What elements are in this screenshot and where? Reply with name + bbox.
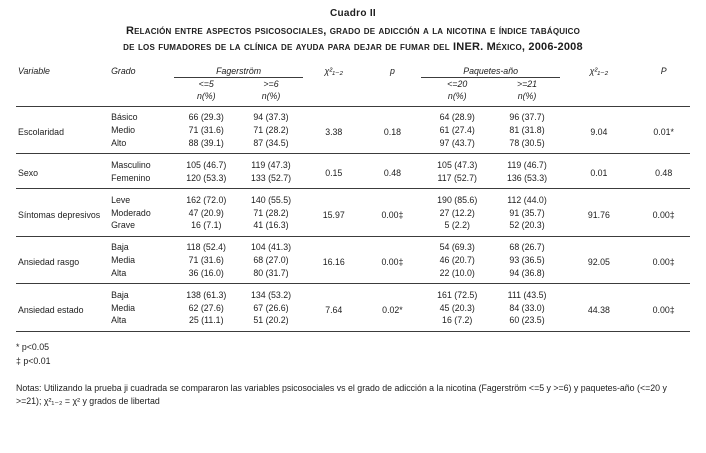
- subtitle-line-2: de los fumadores de la clínica de ayuda para dejar de fumar del INER. México, 2006-2008: [123, 40, 583, 53]
- paquetes-le20-cell: 61 (27.4): [439, 125, 475, 136]
- chi-fagerstrom-cell: 3.38: [325, 127, 343, 138]
- grado-cell: Medio: [111, 125, 136, 136]
- paquetes-ge21-cell: 93 (36.5): [509, 255, 545, 266]
- header-le20: <=20: [447, 78, 468, 89]
- paquetes-ge21-cell: 81 (31.8): [509, 125, 545, 136]
- chi-fagerstrom-cell: 0.15: [325, 168, 343, 179]
- paquetes-ge21-cell: 119 (46.7): [507, 159, 547, 170]
- footnote-p001: ‡ p<0.01: [16, 355, 51, 366]
- fagerstrom-le5-cell: 88 (39.1): [188, 137, 224, 148]
- fagerstrom-le5-cell: 71 (31.6): [188, 255, 224, 266]
- p-fagerstrom-cell: 0.00‡: [381, 257, 404, 268]
- fagerstrom-ge6-cell: 67 (26.6): [253, 302, 289, 313]
- fagerstrom-le5-cell: 36 (16.0): [188, 267, 224, 278]
- fagerstrom-ge6-cell: 41 (16.3): [253, 220, 289, 231]
- variable-cell: Ansiedad estado: [18, 304, 84, 315]
- chi-fagerstrom-cell: 15.97: [322, 209, 345, 220]
- fagerstrom-le5-cell: 162 (72.0): [186, 194, 227, 205]
- header-npct-le5: n(%): [196, 90, 216, 101]
- fagerstrom-le5-cell: 25 (11.1): [188, 315, 224, 326]
- header-npct-le20: n(%): [447, 90, 467, 101]
- chi-paquetes-cell: 91.76: [587, 209, 610, 220]
- header-chi-fagerstrom: χ²₁₋₂: [324, 65, 343, 76]
- fagerstrom-ge6-cell: 71 (28.2): [253, 207, 289, 218]
- paquetes-le20-cell: 54 (69.3): [439, 242, 475, 253]
- paquetes-le20-cell: 117 (52.7): [437, 172, 477, 183]
- subtitle-line-1: Relación entre aspectos psicosociales, grado de adicción a la nicotina e índice tabáquico: [125, 25, 581, 37]
- grado-cell: Leve: [111, 194, 131, 205]
- group-ansiedad-estado: [16, 284, 690, 332]
- fagerstrom-ge6-cell: 87 (34.5): [253, 137, 289, 148]
- header-ge21: >=21: [517, 78, 538, 89]
- paquetes-ge21-cell: 112 (44.0): [507, 194, 547, 205]
- table-row: [16, 189, 690, 206]
- grado-cell: Media: [111, 302, 136, 313]
- chi-paquetes-cell: 92.05: [587, 257, 610, 268]
- grado-cell: Alta: [111, 267, 127, 278]
- paquetes-ge21-cell: 94 (36.8): [509, 267, 545, 278]
- paquetes-le20-cell: 5 (2.2): [444, 220, 470, 231]
- group-ansiedad-rasgo: [16, 236, 690, 284]
- notes-paragraph: Notas: Utilizando la prueba ji cuadrada se compararon las variables psicosociales vs el grado de adicción a la nicotina (Fagerström <=5 y >=6) y paquetes-año (<=20 y >=21); χ²₁₋₂ = χ² y grados de libertad: [16, 383, 667, 407]
- fagerstrom-ge6-cell: 140 (55.5): [250, 194, 292, 205]
- group-escolaridad: [16, 106, 690, 154]
- paquetes-le20-cell: 97 (43.7): [439, 137, 475, 148]
- paquetes-ge21-cell: 91 (35.7): [509, 207, 545, 218]
- variable-cell: Sexo: [18, 168, 39, 179]
- paquetes-ge21-cell: 136 (53.3): [506, 172, 548, 183]
- p-fagerstrom-cell: 0.18: [383, 127, 401, 138]
- chi-paquetes-cell: 9.04: [590, 127, 608, 138]
- fagerstrom-le5-cell: 71 (31.6): [188, 125, 224, 136]
- grado-cell: Femenino: [111, 172, 151, 183]
- header-fagerstrom: Fagerström: [174, 65, 304, 78]
- group-sintomas-depresivos: [16, 189, 690, 237]
- p-fagerstrom-cell: 0.48: [383, 168, 401, 179]
- grado-cell: Básico: [111, 112, 138, 123]
- p-paquetes-cell: 0.00‡: [652, 209, 675, 220]
- chi-fagerstrom-cell: 16.16: [322, 257, 345, 268]
- header-p-paquetes: P: [660, 65, 667, 76]
- footnote-p005: * p<0.05: [16, 341, 50, 352]
- grado-cell: Alto: [111, 137, 127, 148]
- paquetes-le20-cell: 46 (20.7): [439, 255, 475, 266]
- paquetes-ge21-cell: 96 (37.7): [509, 112, 545, 123]
- fagerstrom-le5-cell: 118 (52.4): [186, 242, 226, 253]
- p-paquetes-cell: 0.00‡: [652, 257, 675, 268]
- paquetes-ge21-cell: 68 (26.7): [509, 242, 545, 253]
- fagerstrom-le5-cell: 62 (27.6): [188, 302, 224, 313]
- fagerstrom-ge6-cell: 51 (20.2): [253, 315, 289, 326]
- table-subtitle: [16, 24, 690, 56]
- data-table: [16, 65, 690, 332]
- fagerstrom-ge6-cell: 68 (27.0): [253, 255, 289, 266]
- header-npct-ge6: n(%): [261, 90, 281, 101]
- grado-cell: Baja: [111, 242, 129, 253]
- grado-cell: Moderado: [111, 207, 151, 218]
- fagerstrom-ge6-cell: 134 (53.2): [250, 289, 292, 300]
- paquetes-le20-cell: 64 (28.9): [439, 112, 475, 123]
- header-row-1: [16, 65, 690, 78]
- fagerstrom-ge6-cell: 119 (47.3): [251, 159, 291, 170]
- fagerstrom-le5-cell: 66 (29.3): [188, 112, 224, 123]
- table-row: [16, 106, 690, 123]
- grado-cell: Media: [111, 255, 136, 266]
- fagerstrom-ge6-cell: 71 (28.2): [253, 125, 289, 136]
- p-paquetes-cell: 0.48: [655, 168, 673, 179]
- p-paquetes-cell: 0.00‡: [652, 304, 675, 315]
- header-grado: Grado: [111, 65, 136, 76]
- fagerstrom-le5-cell: 105 (46.7): [186, 159, 227, 170]
- p-fagerstrom-cell: 0.02*: [382, 304, 403, 315]
- grado-cell: Masculino: [111, 159, 151, 170]
- fagerstrom-le5-cell: 120 (53.3): [186, 172, 227, 183]
- header-npct-ge21: n(%): [517, 90, 537, 101]
- fagerstrom-le5-cell: 47 (20.9): [188, 207, 224, 218]
- table-row: [16, 154, 690, 171]
- chi-paquetes-cell: 0.01: [590, 168, 608, 179]
- paquetes-le20-cell: 16 (7.2): [442, 315, 473, 326]
- header-le5: <=5: [198, 78, 214, 89]
- paquetes-le20-cell: 190 (85.6): [437, 194, 478, 205]
- paquetes-le20-cell: 22 (10.0): [439, 267, 475, 278]
- grado-cell: Baja: [111, 289, 129, 300]
- chi-fagerstrom-cell: 7.64: [325, 304, 343, 315]
- fagerstrom-ge6-cell: 133 (52.7): [250, 172, 292, 183]
- paquetes-ge21-cell: 111 (43.5): [507, 289, 547, 300]
- variable-cell: Síntomas depresivos: [18, 209, 101, 220]
- fagerstrom-le5-cell: 16 (7.1): [191, 220, 222, 231]
- paquetes-le20-cell: 105 (47.3): [437, 159, 478, 170]
- header-p-fagerstrom: p: [389, 65, 395, 76]
- grado-cell: Alta: [111, 315, 127, 326]
- paquetes-le20-cell: 161 (72.5): [437, 289, 478, 300]
- fagerstrom-ge6-cell: 94 (37.3): [253, 112, 289, 123]
- table-title: Cuadro II: [329, 8, 377, 19]
- footnotes: [16, 341, 690, 368]
- paquetes-ge21-cell: 52 (20.3): [509, 220, 545, 231]
- grado-cell: Grave: [111, 220, 136, 231]
- paquetes-ge21-cell: 78 (30.5): [509, 137, 545, 148]
- fagerstrom-le5-cell: 138 (61.3): [186, 289, 227, 300]
- header-variable: Variable: [18, 65, 50, 76]
- variable-cell: Ansiedad rasgo: [18, 257, 80, 268]
- paquetes-le20-cell: 27 (12.2): [439, 207, 475, 218]
- paquetes-ge21-cell: 84 (33.0): [509, 302, 545, 313]
- paquetes-le20-cell: 45 (20.3): [439, 302, 475, 313]
- header-ge6: >=6: [263, 78, 279, 89]
- table-row: [16, 284, 690, 301]
- table-row: [16, 236, 690, 253]
- group-sexo: [16, 154, 690, 189]
- p-paquetes-cell: 0.01*: [653, 127, 674, 138]
- header-chi-paquetes: χ²₁₋₂: [589, 65, 609, 76]
- table-header: [16, 65, 690, 107]
- fagerstrom-ge6-cell: 80 (31.7): [253, 267, 289, 278]
- header-paquetes-ano: Paquetes-año: [421, 65, 561, 78]
- p-fagerstrom-cell: 0.00‡: [381, 209, 404, 220]
- variable-cell: Escolaridad: [18, 127, 64, 138]
- fagerstrom-ge6-cell: 104 (41.3): [250, 242, 292, 253]
- chi-paquetes-cell: 44.38: [587, 304, 610, 315]
- paquetes-ge21-cell: 60 (23.5): [509, 315, 545, 326]
